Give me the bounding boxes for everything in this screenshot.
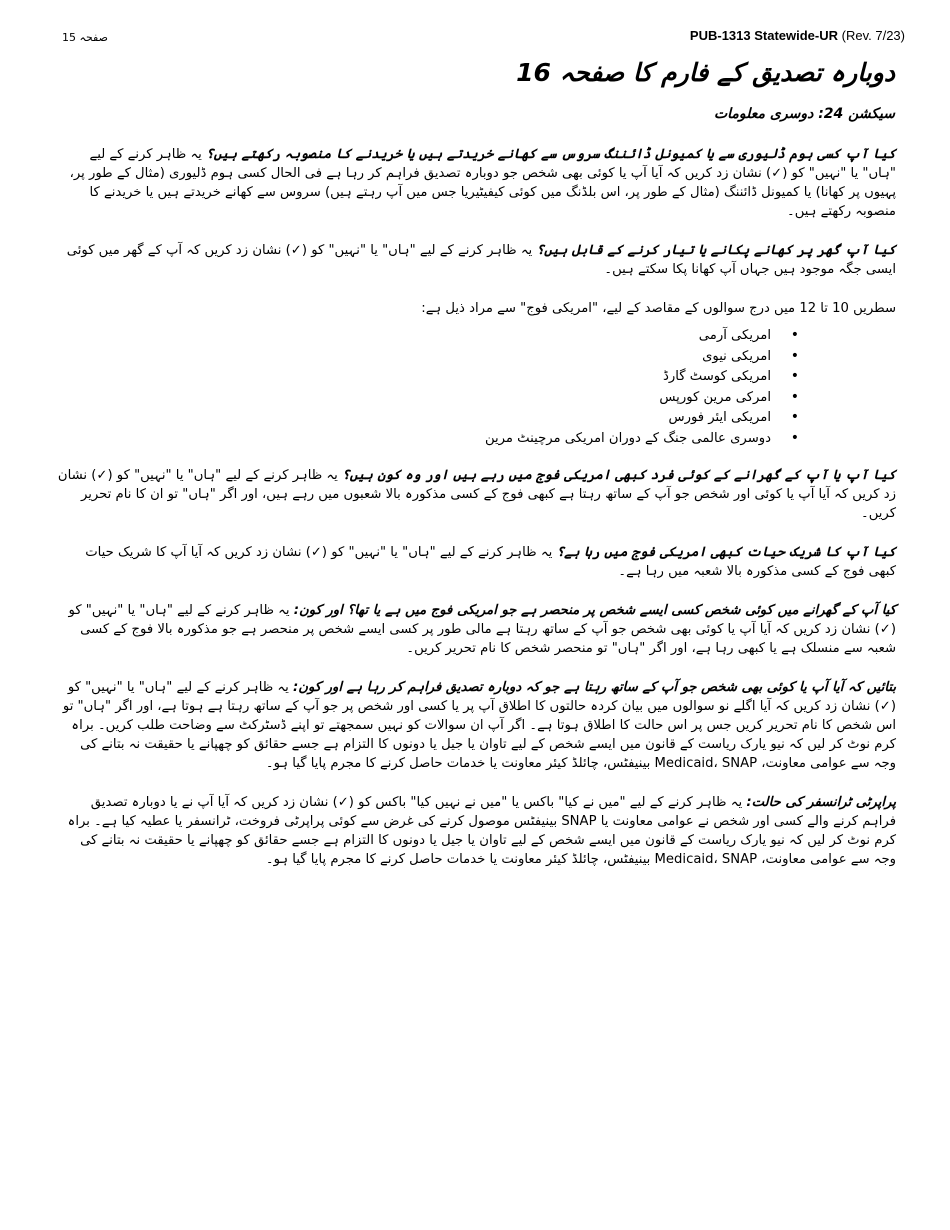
text-household-military: یہ ظاہر کرنے کے لیے "ہاں" یا "نہیں" کو (✓) نشان زد کریں کہ آیا آپ یا کوئی اور شخص جو آپ کے ساتھ رہتا ہے کبھی فوج کے کسی مذکورہ بالا شعبوں میں رہے ہیں، اور اگر "ہاں" تو ان کا نام تحریر کریں۔ — [57, 467, 896, 521]
page-title: دوبارہ تصدیق کے فارم کا صفحہ 16 — [516, 58, 895, 87]
page-number-label: صفحہ 15 — [62, 31, 108, 44]
form-code — [690, 28, 905, 43]
question-cook-at-home: کیا آپ گھر پر کھانے پکانے یا تیار کرنے کے قابل ہیں؟ — [536, 243, 896, 258]
text-spouse-military: یہ ظاہر کرنے کے لیے "ہاں" یا "نہیں" کو (✓) نشان زد کریں کہ آیا آپ کا شریک حیات کبھی فوج کے کسی مذکورہ بالا شعبہ میں رہا ہے۔ — [85, 544, 896, 579]
text-home-delivery: یہ ظاہر کرنے کے لیے "ہاں" یا "نہیں" کو (✓) نشان زد کریں کہ آیا آپ یا کوئی بھی شخص جو دوبارہ تصدیق فراہم کر رہا ہے فی الحال کسی ہوم ڈلیوری (مثال کے طور پر، پہیوں پر کھانا) یا کمیونل ڈائننگ (مثال کے طور پر، اس بلڈنگ میں کوئی کیفیٹیریا جس میں آپ رہتے ہیں) سروس سے کھانے خریدتے ہیں یا خریدنے کا منصوبہ رکھتے ہیں۔ — [69, 147, 896, 219]
paragraph-conditions — [56, 678, 896, 773]
paragraph-home-delivery — [56, 145, 896, 221]
text-conditions: یہ ظاہر کرنے کے لیے "ہاں" یا "نہیں" کو (✓) نشان زد کریں کہ آیا اگلے نو سوالوں میں بیان کردہ حالتوں کا اطلاق آپ پر یا کسی اور شخص پر جو آپ کے ساتھ رہتا ہے ہوتا ہے، اور اگر "ہاں" تو اس شخص کا نام تحریر کریں جس پر اس حالت کا اطلاق ہوتا ہے۔ اگر آپ ان سوالات کو نہیں سمجھتے تو اپنے ڈسٹرکٹ سے وضاحت طلب کریں۔ براہ کرم نوٹ کر لیں کہ نیو یارک ریاست کے قانون میں ایسے شخص کے لیے تاوان یا جیل یا دونوں کا التزام ہے جسے حقائق کو چھپانے یا حقیقت نہ بتانے کی وجہ سے عوامی معاونت، Medicaid، SNAP بینیفٹس، چائلڈ کیئر معاونت یا خدمات حاصل کرنے کا مجرم پایا گیا ہو۔ — [62, 679, 896, 771]
paragraph-property-transfer — [56, 793, 896, 869]
section-title: سیکشن 24: دوسری معلومات — [713, 106, 895, 122]
document-body — [56, 145, 896, 889]
paragraph-household-military — [56, 466, 896, 523]
question-home-delivery: کیا آپ کسی ہوم ڈلیوری سے یا کمیونل ڈائننگ سروس سے کھانے خریدتے ہیں یا خریدنے کا منصوبہ رکھتے ہیں؟ — [206, 147, 896, 162]
paragraph-spouse-military — [56, 543, 896, 581]
question-spouse-military: کیا آپ کا شریک حیات کبھی امریکی فوج میں رہا ہے؟ — [556, 544, 896, 560]
list-item: • امریکی ایئر فورس — [56, 408, 771, 427]
text-cook-at-home: یہ ظاہر کرنے کے لیے "ہاں" یا "نہیں" کو (✓) نشان زد کریں کہ آپ کے گھر میں کوئی ایسی جگہ موجود ہیں جہاں آپ کھانا پکا سکتے ہیں۔ — [66, 243, 896, 277]
question-military-dependent: کیا آپ کے گھرانے میں کوئی شخص کسی ایسے شخص پر منحصر ہے جو امریکی فوج میں ہے یا تھا؟ اور کون: — [293, 602, 896, 618]
question-property-transfer: پراپرٹی ٹرانسفر کی حالت: — [746, 794, 896, 810]
paragraph-military-definition: سطریں 10 تا 12 میں درج سوالوں کے مقاصد کے لیے، "امریکی فوج" سے مراد ذیل ہے: — [421, 301, 896, 316]
question-conditions: بتائیں کہ آیا آپ یا کوئی بھی شخص جو آپ کے ساتھ رہتا ہے جو کہ دوبارہ تصدیق فراہم کر رہا ہے اور کون: — [293, 679, 896, 695]
form-revision: (Rev. 7/23) — [841, 28, 905, 43]
list-item: • امریکی نیوی — [56, 347, 771, 366]
paragraph-military-dependent — [56, 601, 896, 658]
form-code-id: PUB-1313 Statewide-UR — [689, 28, 839, 43]
paragraph-cook-at-home — [56, 241, 896, 279]
list-item: • امرکی مرین کورپس — [56, 388, 771, 407]
military-branch-list — [56, 326, 896, 448]
question-household-military: کیا آپ یا آپ کے گھرانے کے کوئی فرد کبھی امریکی فوج میں رہے ہیں اور وہ کون ہیں؟ — [342, 467, 896, 483]
list-item: • امریکی کوسٹ گارڈ — [56, 367, 771, 386]
list-item: • دوسری عالمی جنگ کے دوران امریکی مرچینٹ مرین — [56, 429, 771, 448]
text-military-dependent: یہ ظاہر کرنے کے لیے "ہاں" یا "نہیں" کو (✓) نشان زد کریں کہ آیا آپ یا کوئی بھی شخص جو آپ کے ساتھ رہتا ہے مالی طور پر کسی ایسے شخص پر منحصر ہے جو مذکورہ بالا فوج کے کسی شعبہ سے منسلک ہے یا کبھی رہا ہے، اور اگر "ہاں" تو منحصر شخص کا نام تحریر کریں۔ — [68, 602, 896, 656]
text-property-transfer: یہ ظاہر کرنے کے لیے "میں نے کیا" باکس یا "میں نے نہیں کیا" باکس کو (✓) نشان زد کریں کہ آیا آپ نے یا دوبارہ تصدیق فراہم کرنے والے کسی اور شخص نے عوامی معاونت یا SNAP بینیفٹس موصول کرنے کی غرض سے کوئی پراپرٹی فروخت، ٹرانسفر یا عطیہ کیا ہے۔ براہ کرم نوٹ کر لیں کہ نیو یارک ریاست کے قانون میں ایسے شخص کے لیے تاوان یا جیل یا دونوں کا التزام ہے جسے حقائق کو چھپانے یا حقیقت نہ بتانے کی وجہ سے عوامی معاونت، Medicaid، SNAP بینیفٹس، چائلڈ کیئر معاونت یا خدمات حاصل کرنے کا مجرم پایا گیا ہو۔ — [67, 794, 896, 867]
list-item: • امریکی آرمی — [56, 326, 771, 345]
